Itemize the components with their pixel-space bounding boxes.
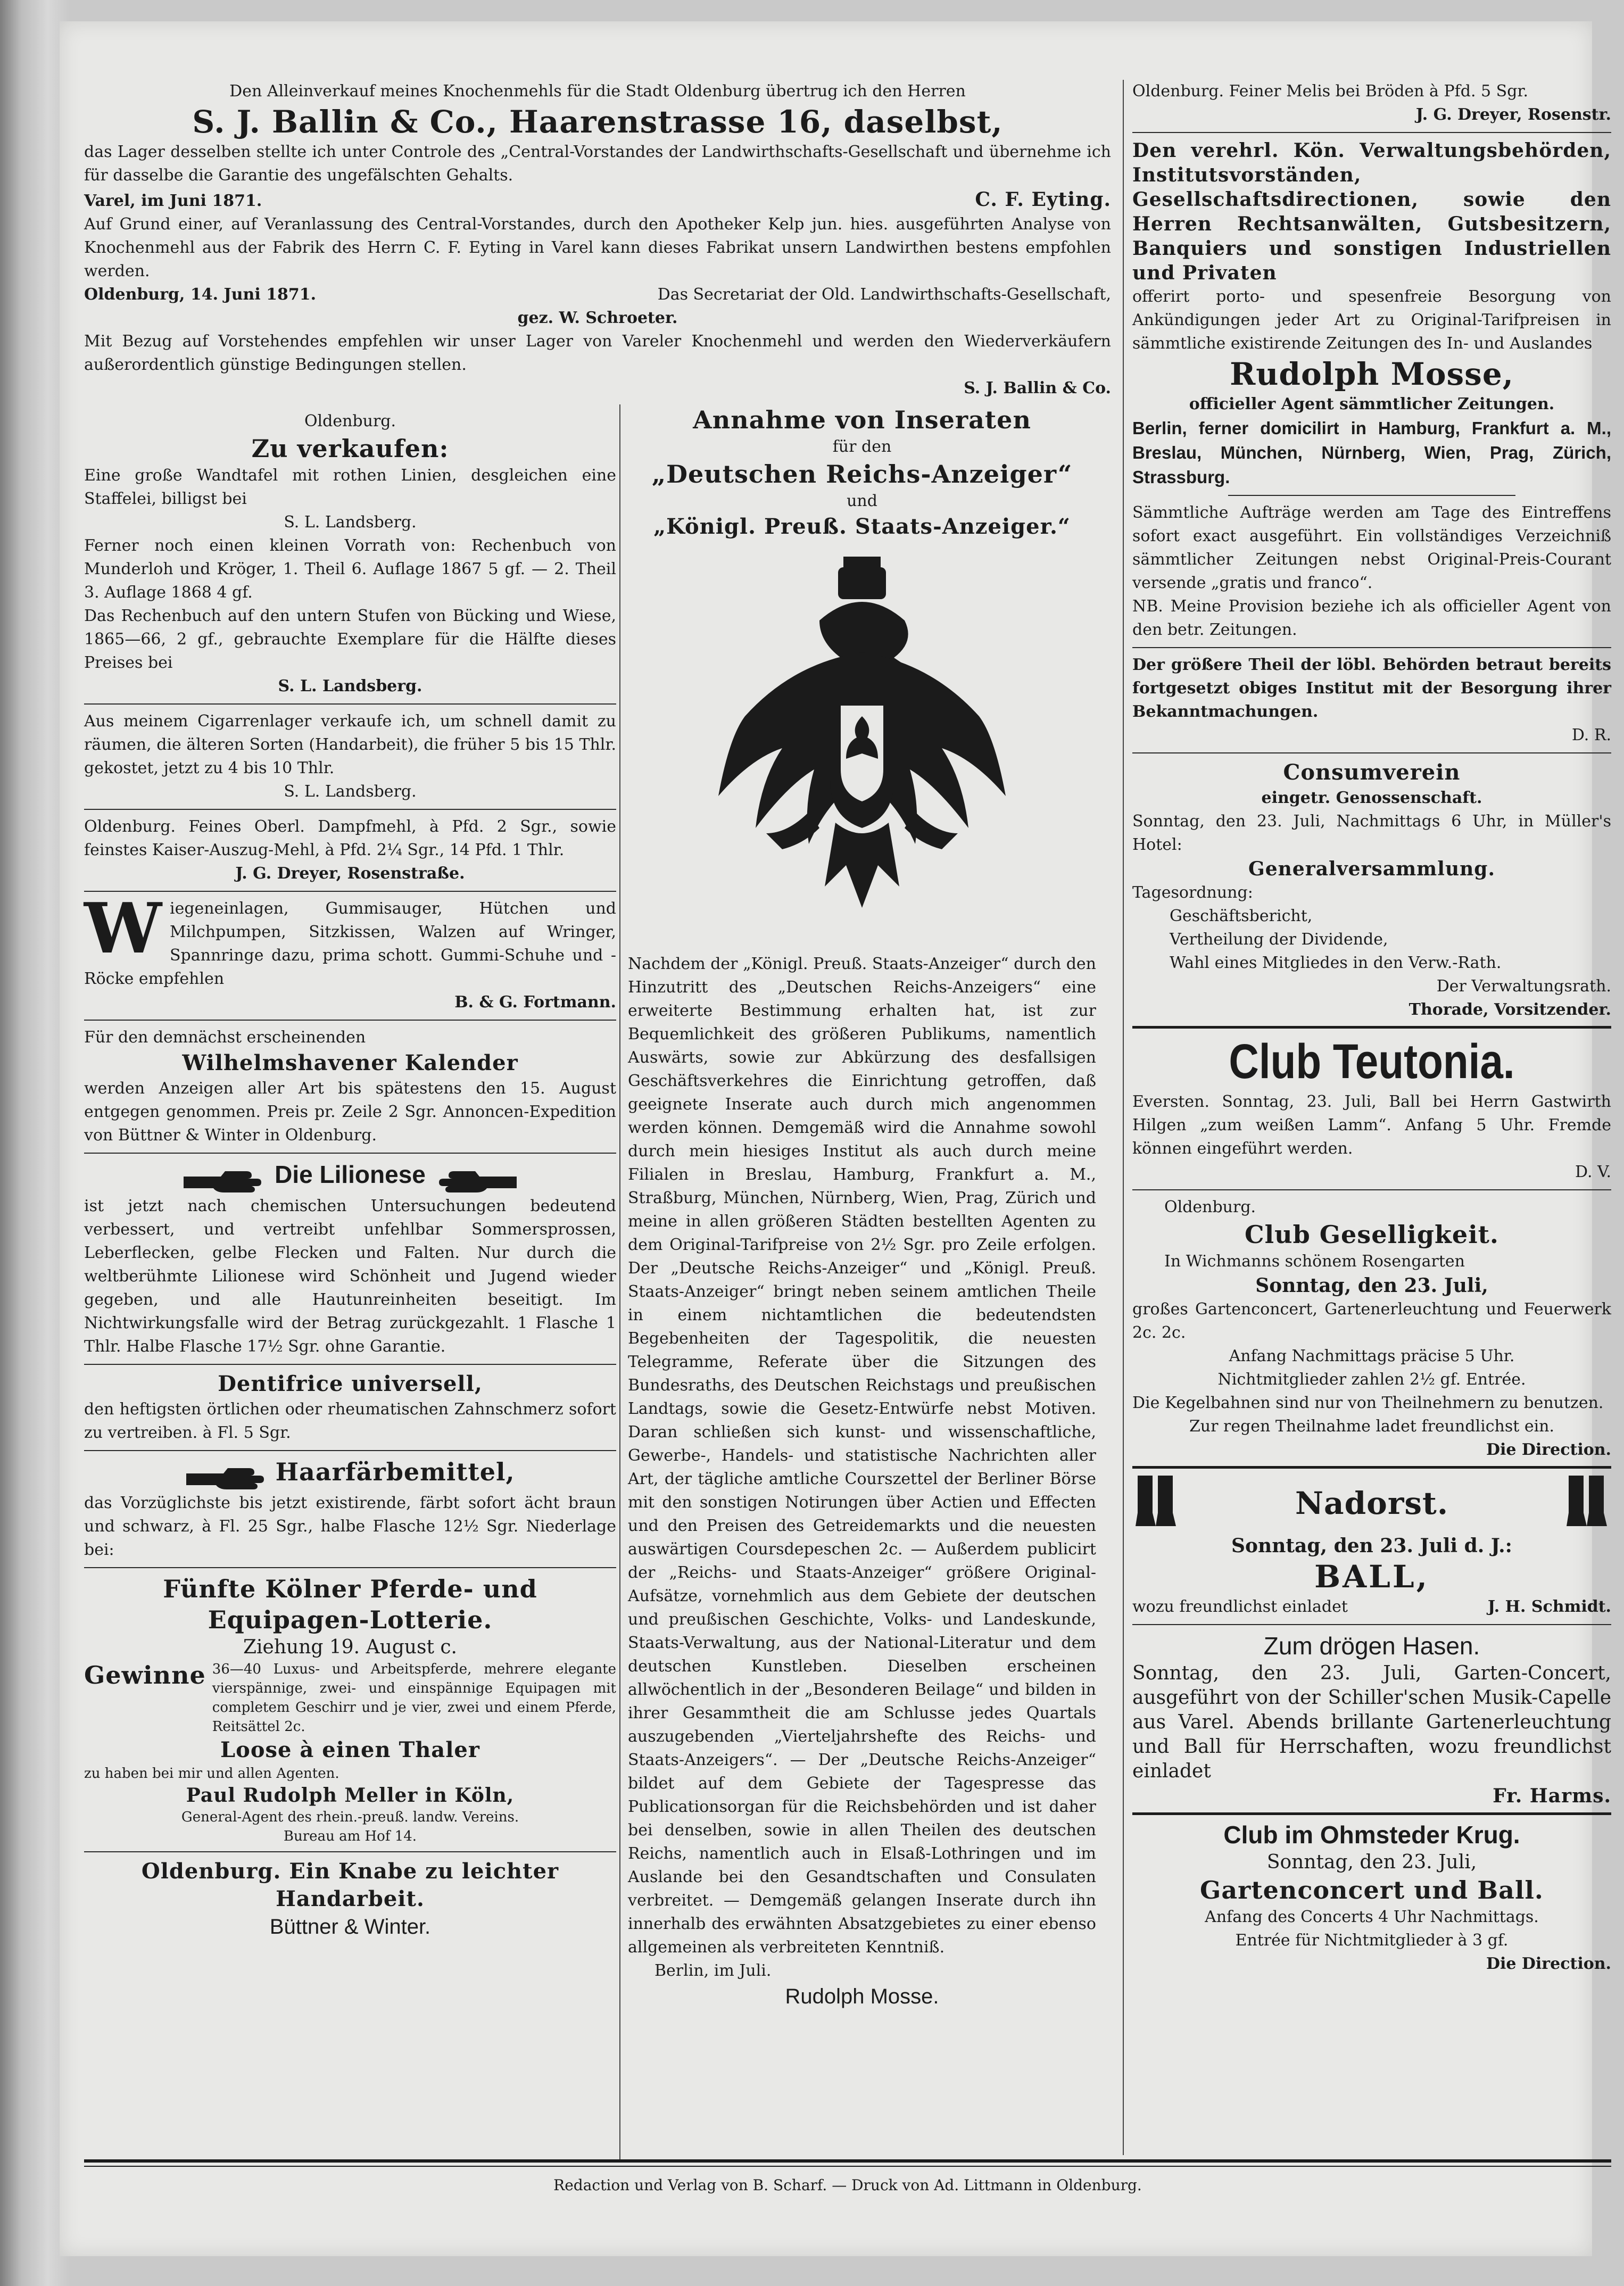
divider xyxy=(1132,752,1611,753)
ad-text: für den xyxy=(832,437,892,456)
divider xyxy=(84,703,616,705)
ad-place: Varel, im Juni 1871. xyxy=(84,192,262,210)
ad-text: Anfang des Concerts 4 Uhr Nachmittags. xyxy=(1205,1908,1539,1926)
imprint-footer: Redaction und Verlag von B. Scharf. — Druck von Ad. Littmann in Oldenburg. xyxy=(553,2176,1142,2194)
ad-text: Das Rechenbuch auf den untern Stufen von Bücking und Wiese, 1865—66, 2 gf., gebrauchte Exemplare für die Hälfte dieses Preises bei xyxy=(84,607,616,672)
ad-subheading: eingetr. Genossenschaft. xyxy=(1261,789,1482,807)
ad-text: 36—40 Luxus- und Arbeitspferde, mehrere elegante vierspännige, zwei- und einspännige Equipagen mit completem Geschirr und je vier, zwei und einem Pferde, Reitsättel 2c. xyxy=(212,1661,616,1735)
ad-text: werden Anzeigen aller Art bis spätestens den 15. August entgegen genommen. Preis pr. Zeile 2 Sgr. Annoncen-Expedition von Büttner & Winter in Oldenburg. xyxy=(84,1079,616,1145)
ad-subheading: Sonntag, den 23. Juli, xyxy=(1255,1274,1488,1297)
ad-place: Oldenburg, 14. Juni 1871. xyxy=(84,285,317,304)
divider xyxy=(84,1450,616,1451)
ad-text: Eversten. Sonntag, 23. Juli, Ball bei Herrn Gastwirth Hilgen „zum weißen Lamm“. Anfang 5 Uhr. Fremde können eingeführt werden. xyxy=(1132,1092,1611,1158)
divider xyxy=(1132,1812,1611,1815)
ad-text: Aus meinem Cigarrenlager verkaufe ich, um schnell damit zu räumen, die älteren Sorten (Handarbeit), die früher 5 bis 15 Thlr. gekostet, jetzt zu 4 bis 10 Thlr. xyxy=(84,712,616,777)
ad-text: Sonntag, den 23. Juli, Garten-Concert, ausgeführt von der Schiller'schen Musik-Capelle aus Varel. Abends brillante Gartenerleuchtung und Ball für Herrschaften, wozu freundlichst einladet xyxy=(1132,1662,1611,1782)
ad-text: wozu freundlichst einladet xyxy=(1132,1597,1348,1616)
ad-text: Bureau am Hof 14. xyxy=(283,1828,417,1844)
ad-sign: Thorade, Vorsitzender. xyxy=(1408,1000,1611,1019)
ad-text: Zur regen Theilnahme ladet freundlichst ein. xyxy=(1189,1417,1555,1436)
ad-heading: Den verehrl. Kön. Verwaltungsbehörden, Institutsvorständen, Gesellschaftsdirectionen, sowie den Herren Rechtsanwälten, Gutsbesitzern, Banquiers und sonstigen Industriellen und Privaten xyxy=(1132,139,1611,284)
pointing-hand-icon xyxy=(183,1167,262,1195)
ad-intro: Den Alleinverkauf meines Knochenmehls für die Stadt Oldenburg übertrug ich den Herren xyxy=(229,82,966,101)
ad-heading: Zu verkaufen: xyxy=(251,434,449,463)
ad-sign: S. L. Landsberg. xyxy=(278,677,422,695)
column-divider xyxy=(619,404,620,2160)
ad-firm: S. J. Ballin & Co., Haarenstrasse 16, daselbst, xyxy=(192,104,1003,140)
ad-text: Wahl eines Mitgliedes in den Verw.-Rath. xyxy=(1170,954,1502,972)
ad-heading: „Deutschen Reichs-Anzeiger“ xyxy=(651,460,1073,488)
ad-heading: Club im Ohmsteder Krug. xyxy=(1223,1821,1520,1849)
ad-text: Entrée für Nichtmitglieder à 3 gf. xyxy=(1235,1931,1509,1950)
divider xyxy=(1132,647,1611,648)
ad-text: Der Verwaltungsrath. xyxy=(1436,977,1611,996)
ad-text: Anfang Nachmittags präcise 5 Uhr. xyxy=(1229,1347,1515,1365)
ad-heading: Gewinne xyxy=(84,1661,206,1689)
divider xyxy=(84,1364,616,1365)
pointing-hand-icon xyxy=(185,1464,265,1492)
left-column xyxy=(84,410,616,1941)
middle-column xyxy=(628,404,1096,2010)
ad-heading: Loose à einen Thaler xyxy=(220,1737,480,1762)
ad-sign: gez. W. Schroeter. xyxy=(517,309,678,327)
ad-text: Die Kegelbahnen sind nur von Theilnehmern zu benutzen. xyxy=(1132,1394,1604,1412)
ad-heading: Club Teutonia. xyxy=(1229,1034,1515,1089)
ad-text: den heftigsten örtlichen oder rheumatischen Zahnschmerz sofort zu vertreiben. à Fl. 5 Sgr. xyxy=(84,1399,616,1442)
ad-text: iegeneinlagen, Gummisauger, Hütchen und Milchpumpen, Sitzkissen, Walzen auf Wringer, Spannringe dazu, prima schott. Gummi-Schuhe und -Röcke empfehlen xyxy=(84,899,616,988)
divider xyxy=(84,891,616,892)
ad-heading: Consumverein xyxy=(1283,760,1461,785)
divider xyxy=(1132,1026,1611,1029)
ad-text: Geschäftsbericht, xyxy=(1170,907,1313,925)
ad-text: Vertheilung der Dividende, xyxy=(1170,930,1388,949)
ad-text: NB. Meine Provision beziehe ich als officieller Agent von den betr. Zeitungen. xyxy=(1132,597,1611,639)
boots-icon xyxy=(1132,1473,1180,1534)
ad-text: und xyxy=(847,492,877,510)
divider xyxy=(84,1567,616,1568)
ad-heading: Dentifrice universell, xyxy=(218,1371,483,1396)
knochenmehl-ad xyxy=(84,80,1111,400)
divider xyxy=(1132,1189,1611,1190)
ad-heading: Gartenconcert und Ball. xyxy=(1200,1876,1544,1904)
ad-subheading: Ziehung 19. August c. xyxy=(243,1636,457,1658)
ad-sign: Rudolph Mosse. xyxy=(785,1985,939,2008)
ad-text: das Lager desselben stellte ich unter Controle des „Central-Vorstandes der Landwirthschafts-Gesellschaft und übernehme ich für dasselbe die Garantie des ungefälschten Gehalts. xyxy=(84,143,1111,185)
ad-sign: Die Direction. xyxy=(1486,1954,1611,1973)
ad-heading: Rudolph Mosse, xyxy=(1230,356,1514,392)
ad-text: Nichtmitglieder zahlen 2½ gf. Entrée. xyxy=(1217,1370,1526,1389)
ad-sign: Fr. Harms. xyxy=(1493,1785,1611,1807)
divider xyxy=(1132,1624,1611,1625)
divider xyxy=(84,809,616,810)
ad-heading: BALL, xyxy=(1314,1559,1429,1595)
ad-sign: S. J. Ballin & Co. xyxy=(964,379,1111,397)
ad-sign: J. H. Schmidt. xyxy=(1487,1597,1611,1616)
ad-heading: Nadorst. xyxy=(1295,1485,1449,1521)
ad-heading: Zum drögen Hasen. xyxy=(1263,1632,1480,1660)
ad-text: General-Agent des rhein.-preuß. landw. Vereins. xyxy=(181,1809,519,1825)
divider xyxy=(84,1851,616,1852)
ad-text: Oldenburg. Feiner Melis bei Bröden à Pfd. 5 Sgr. xyxy=(1132,82,1528,101)
ad-sign: S. L. Landsberg. xyxy=(284,513,417,532)
ad-place: Oldenburg. xyxy=(1164,1198,1256,1216)
ad-heading: „Königl. Preuß. Staats-Anzeiger.“ xyxy=(653,514,1071,539)
ad-text: offerirt porto- und spesenfreie Besorgung von Ankündigungen jeder Art zu Original-Tarifpreisen in sämmtliche existirende Zeitungen des In- und Auslandes xyxy=(1132,287,1611,353)
divider xyxy=(84,1020,616,1021)
column-divider xyxy=(1123,80,1124,2155)
haarfarbe-heading xyxy=(84,1456,616,1492)
ad-subheading: Sonntag, den 23. Juli d. J.: xyxy=(1231,1535,1512,1557)
ad-text: Oldenburg. Feines Oberl. Dampfmehl, à Pfd. 2 Sgr., sowie feinstes Kaiser-Auszug-Mehl, à Pfd. 2¼ Sgr., 14 Pfd. 1 Thlr. xyxy=(84,817,616,859)
divider xyxy=(1228,495,1515,496)
footer-rule xyxy=(84,2159,1611,2163)
ad-heading: Haarfärbemittel, xyxy=(275,1457,515,1486)
ad-text: officieller Agent sämmtlicher Zeitungen. xyxy=(1189,395,1555,413)
ad-heading: Die Lilionese xyxy=(275,1161,426,1188)
boots-icon xyxy=(1563,1473,1611,1534)
divider xyxy=(84,1153,616,1154)
ad-sign: Paul Rudolph Meller in Köln, xyxy=(186,1784,515,1807)
ad-place: Oldenburg. xyxy=(304,412,396,430)
ad-heading: Club Geselligkeit. xyxy=(1245,1220,1499,1249)
ad-heading: Fünfte Kölner Pferde- und Equipagen-Lotterie. xyxy=(163,1575,537,1634)
ad-sign: J. G. Dreyer, Rosenstraße. xyxy=(235,864,465,883)
ad-heading: Generalversammlung. xyxy=(1248,858,1495,880)
ad-sign: D. R. xyxy=(1571,726,1611,744)
ad-text: Sämmtliche Aufträge werden am Tage des Eintreffens sofort exact ausgeführt. Ein vollständiges Verzeichniß sämmtlicher Zeitungen nebst Original-Preis-Courant versende „gratis und franco“. xyxy=(1132,503,1611,592)
ad-text: großes Gartenconcert, Gartenerleuchtung und Feuerwerk 2c. 2c. xyxy=(1132,1300,1611,1342)
drop-cap: W xyxy=(84,888,162,969)
ad-text: ist jetzt nach chemischen Untersuchungen bedeutend verbessert, und vertreibt unfehlbar Sommersprossen, Leberflecken, gelbe Flecken und Falten. Nur durch die weltberühmte Lilionese wird Schönheit und Jugend wieder gegeben, und alle Hautunreinheiten beseitigt. Im Nichtwirkungsfalle wird der Betrag zurückgezahlt. 1 Flasche 1 Thlr. Halbe Flasche 17½ Sgr. ohne Garantie. xyxy=(84,1196,616,1356)
ad-text: Der größere Theil der löbl. Behörden betraut bereits fortgesetzt obiges Institut mit der Besorgung ihrer Bekanntmachungen. xyxy=(1132,656,1611,721)
ad-text: In Wichmanns schönem Rosengarten xyxy=(1164,1252,1465,1271)
ad-sign: C. F. Eyting. xyxy=(975,188,1111,211)
ad-text: Tagesordnung: xyxy=(1132,883,1253,902)
ad-heading: Annahme von Inseraten xyxy=(693,405,1031,434)
ad-text: Berlin, ferner domicilirt in Hamburg, Frankfurt a. M., Breslau, München, Nürnberg, Wien, Prag, Zürich, Strassburg. xyxy=(1132,418,1611,487)
ad-text: Sonntag, den 23. Juli, Nachmittags 6 Uhr, in Müller's Hotel: xyxy=(1132,812,1611,854)
ad-text: Eine große Wandtafel mit rothen Linien, desgleichen eine Staffelei, billigst bei xyxy=(84,466,616,508)
lilionese-heading xyxy=(84,1159,616,1195)
ad-text: Mit Bezug auf Vorstehendes empfehlen wir unser Lager von Vareler Knochenmehl und werden den Wiederverkäufern außerordentlich günstige Bedingungen stellen. xyxy=(84,332,1111,374)
ad-sign: D. V. xyxy=(1575,1163,1611,1181)
ad-heading: Wilhelmshavener Kalender xyxy=(182,1050,518,1075)
fortmann-ad xyxy=(84,888,616,1014)
ad-sign: S. L. Landsberg. xyxy=(284,782,417,801)
ad-sign: Die Direction. xyxy=(1486,1440,1611,1459)
ad-secretariat: Das Secretariat der Old. Landwirthschafts-Gesellschaft, xyxy=(657,285,1111,304)
divider xyxy=(1132,132,1611,133)
ad-heading: Oldenburg. Ein Knabe zu leichter Handarbeit. xyxy=(141,1859,559,1911)
right-column xyxy=(1132,80,1611,1976)
imperial-eagle-icon xyxy=(628,557,1096,931)
ad-text: zu haben bei mir und allen Agenten. xyxy=(84,1766,339,1782)
ad-text: Für den demnächst erscheinenden xyxy=(84,1028,366,1047)
ad-subheading: Sonntag, den 23. Juli, xyxy=(1266,1851,1477,1873)
ad-sign: B. & G. Fortmann. xyxy=(454,993,616,1012)
pointing-hand-icon xyxy=(438,1167,518,1195)
footer-rule xyxy=(84,2166,1611,2167)
ad-place: Berlin, im Juli. xyxy=(654,1961,772,1980)
ad-sign: J. G. Dreyer, Rosenstr. xyxy=(1415,105,1611,124)
divider xyxy=(1132,1466,1611,1469)
ad-text: Ferner noch einen kleinen Vorrath von: Rechenbuch von Munderloh und Kröger, 1. Theil 6. Auflage 1867 5 gf. — 2. Theil 3. Auflage 1868 4 gf. xyxy=(84,536,616,602)
ad-sign: Büttner & Winter. xyxy=(269,1915,431,1939)
ad-text: Auf Grund einer, auf Veranlassung des Central-Vorstandes, durch den Apotheker Kelp jun. hies. ausgeführten Analyse von Knochenmehl aus der Fabrik des Herrn C. F. Eyting in Varel kann dieses Fabrikat unsern Landwirthen bestens empfohlen werden. xyxy=(84,215,1111,280)
ad-text: das Vorzüglichste bis jetzt existirende, färbt sofort ächt braun und schwarz, à Fl. 25 Sgr., halbe Flasche 12½ Sgr. Niederlage bei: xyxy=(84,1494,616,1559)
ad-text: Nachdem der „Königl. Preuß. Staats-Anzeiger“ durch den Hinzutritt des „Deutschen Reichs-Anzeigers“ eine erweiterte Bestimmung erhalten hat, ist zur Bequemlichkeit des größeren Publikums, namentlich Auswärts, sowie zur Abkürzung des desfallsigen Geschäftsverkehres die Einrichtung getroffen, daß geeignete Inserate auch durch mich angenommen werden können. Demgemäß wird die Annahme sowohl durch mein hiesiges Institut als auch durch meine Filialen in Breslau, Hamburg, Frankfurt a. M., Straßburg, München, Nürnberg, Wien, Prag, Zürich und meine in allen größeren Städten bestellten Agenten zu dem Original-Tarifpreise von 2½ Sgr. pro Zeile erfolgen. Der „Deutsche Reichs-Anzeiger“ und „Königl. Preuß. Staats-Anzeiger“ bringt neben seinem amtlichen Theile in einem nichtamtlichen die bedeutendsten Begebenheiten der Tagespolitik, die neuesten Telegramme, Referate über die Sitzungen des Bundesraths, des Deutschen Reichstags und preußischen Landtags, sowie die Gesetz-Entwürfe nebst Motiven. Daran schließen sich kunst- und wissenschaftliche, Gewerbe-, Handels- und statistische Nachrichten aller Art, der tägliche amtliche Courszettel der Berliner Börse mit den sonstigen Notirungen über Actien und Effecten und den Preisen des Getreidemarkts und die neuesten auswärtigen Coursdepeschen 2c. — Außerdem publicirt der „Reichs- und Staats-Anzeiger“ größere Original-Aufsätze, vornehmlich aus dem Gebiete der deutschen und preußischen Geschichte, Volks- und Landeskunde, Staats-Verwaltung, aus der National-Literatur und dem deutschen Kunstleben. Dieselben erscheinen allwöchentlich in der „Besonderen Beilage“ und bilden in ihrer Gesammtheit die am Schlusse jedes Quartals auszugebenden „Vierteljahrshefte des Reichs- und Staats-Anzeigers“. — Der „Deutsche Reichs-Anzeiger“ bildet auf dem Gebiete der Tagespresse das Publicationsorgan für die Reichsbehörden und ist daher bei denselben, sowie in allen Theilen des deutschen Reichs, namentlich auch in Elsaß-Lothringen und im Auslande bei den Gesandtschaften und Consulaten verbreitet. — Demgemäß gelangen Inserate durch ihn innerhalb des erwähnten Absatzgebietes zu einer ebenso allgemeinen als verbreiteten Kenntniß. xyxy=(628,955,1096,1957)
